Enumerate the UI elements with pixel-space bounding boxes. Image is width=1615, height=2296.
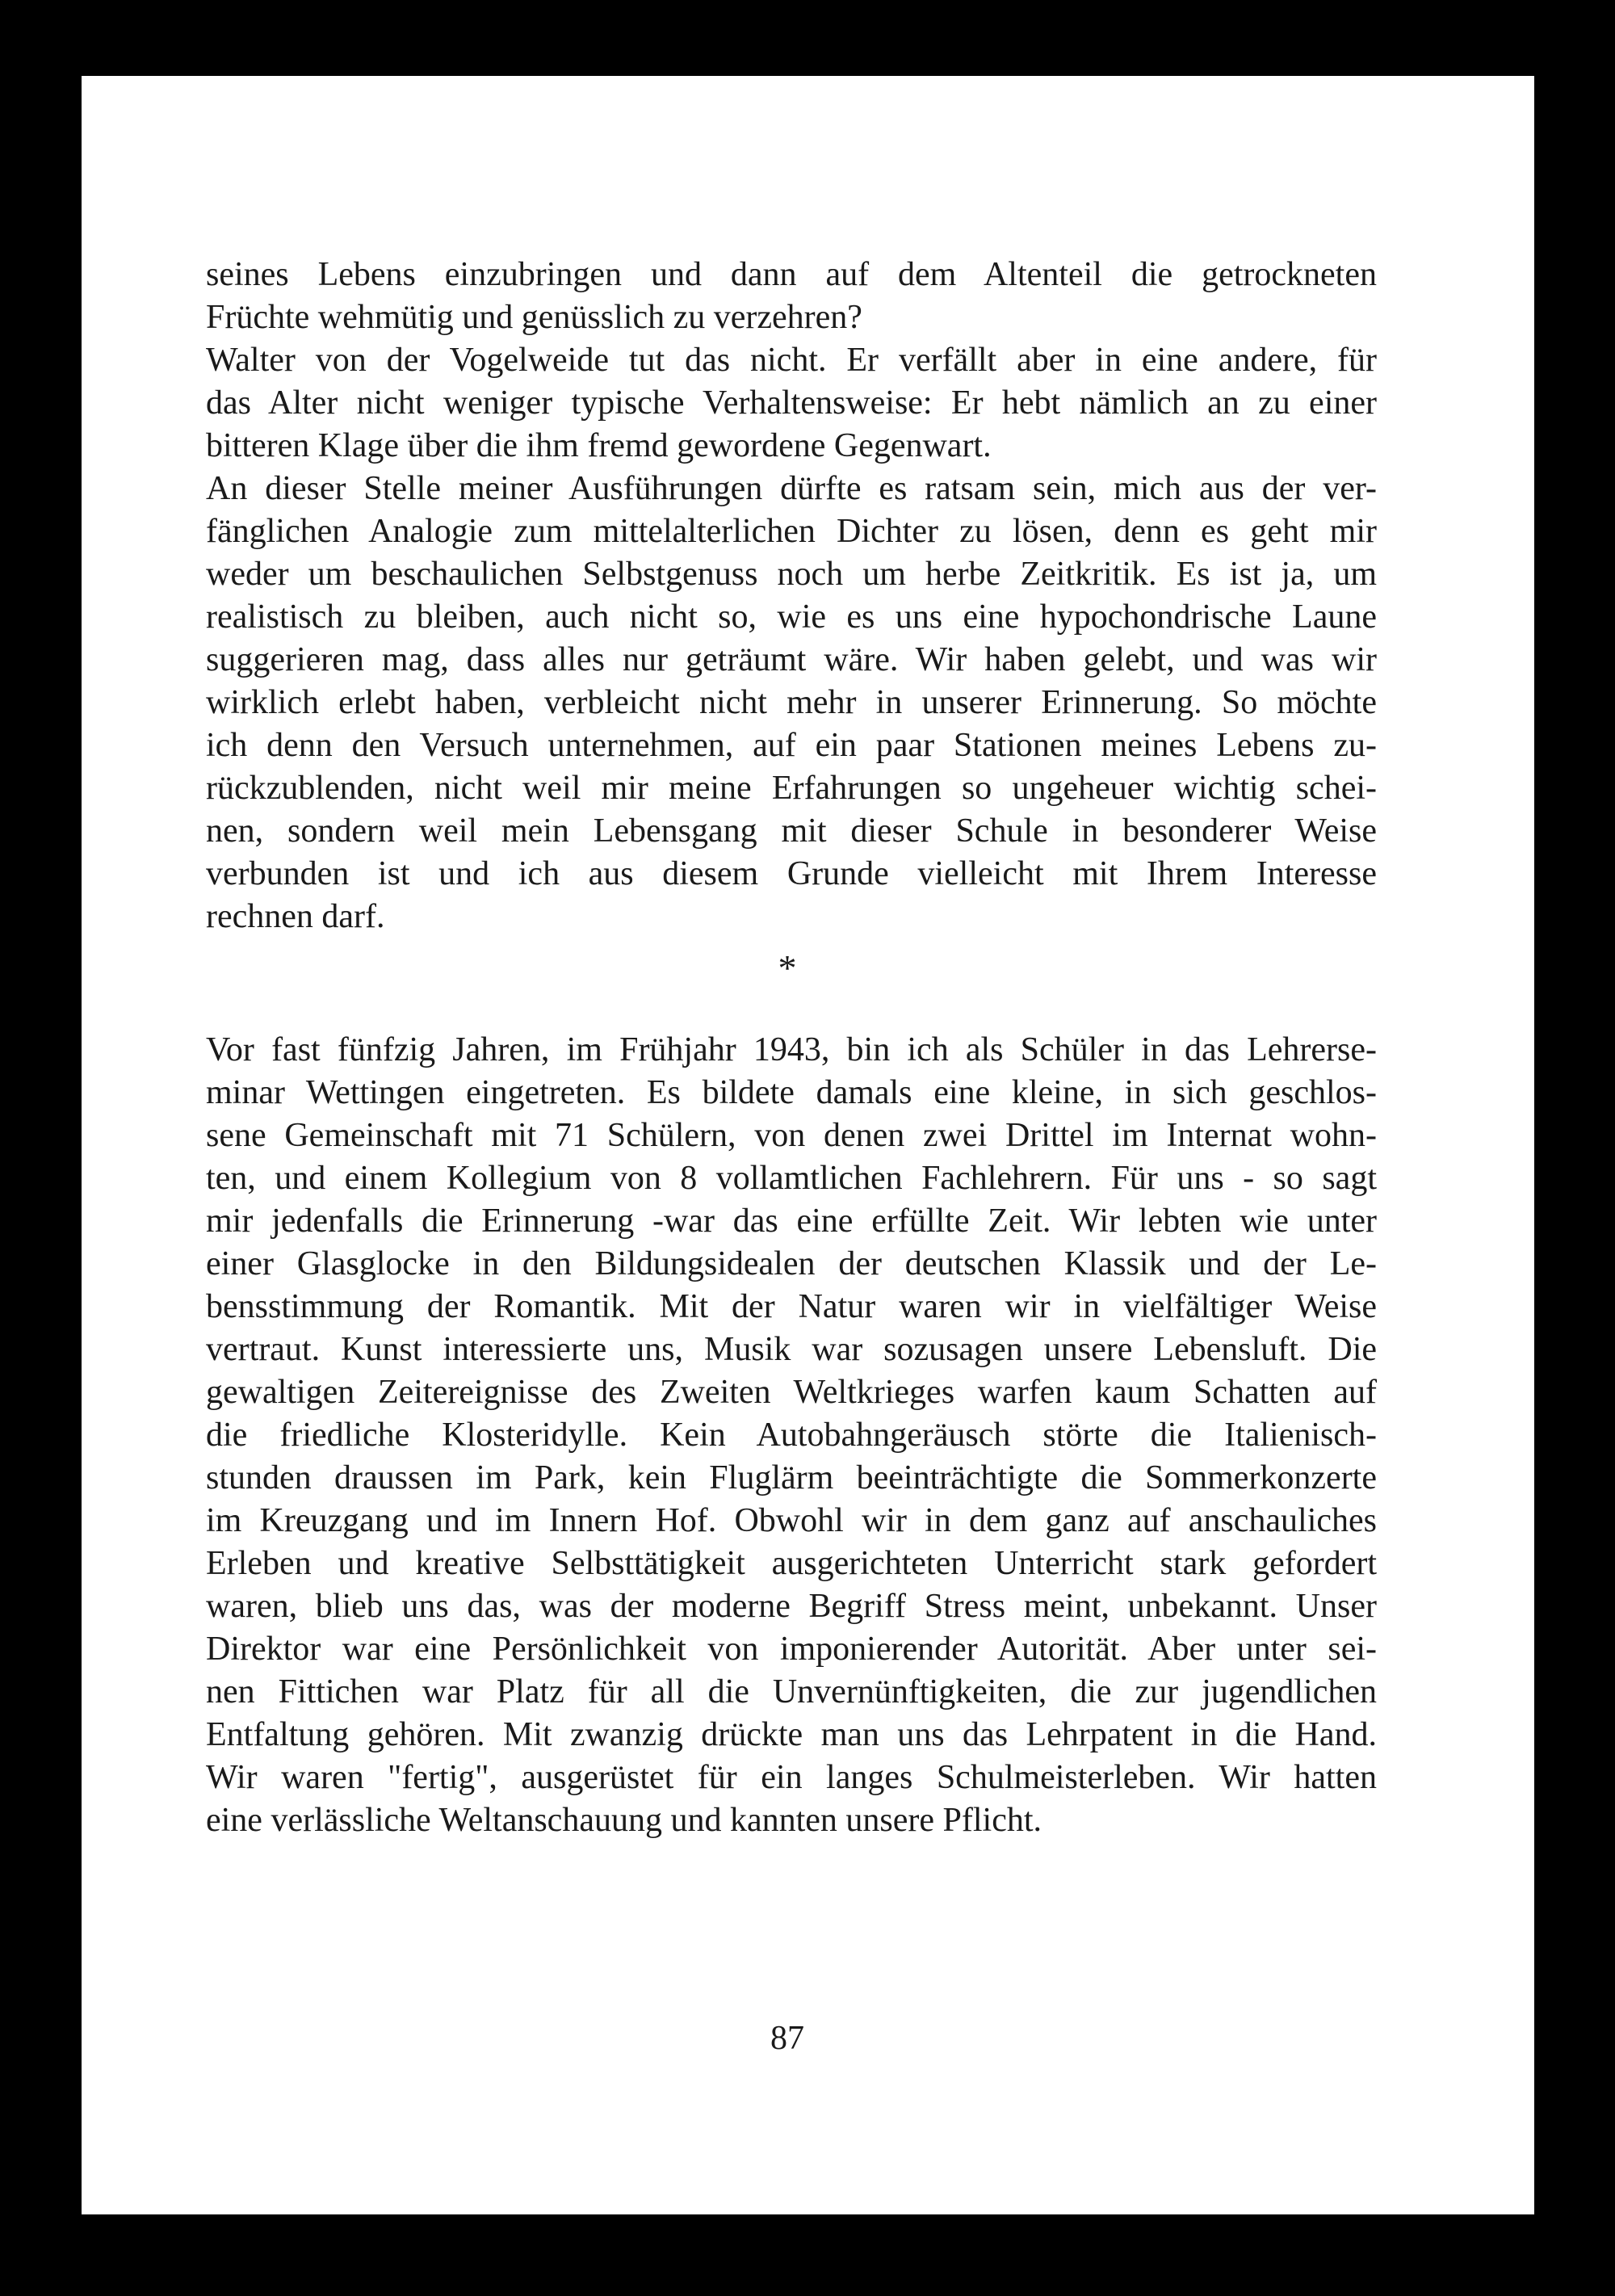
text-line: bensstimmung der Romantik. Mit der Natur waren wir in vielfältiger Weise [206,1288,1377,1325]
paragraph [206,339,1377,468]
text-block-2 [206,1029,1377,1842]
text-line: vertraut. Kunst interessierte uns, Musik war sozusagen unsere Lebensluft. Die [206,1331,1377,1368]
text-line: einer Glasglocke in den Bildungsidealen der deutschen Klassik und der Le- [206,1245,1377,1282]
text-line: seines Lebens einzubringen und dann auf dem Altenteil die getrockneten [206,256,1377,293]
text-line: nen Fittichen war Platz für all die Unvernünftigkeiten, die zur jugendlichen [206,1673,1377,1710]
text-line: wirklich erlebt haben, verbleicht nicht mehr in unserer Erinnerung. So möchte [206,684,1377,721]
text-line: realistisch zu bleiben, auch nicht so, wie es uns eine hypochondrische Laune [206,598,1377,636]
text-line: An dieser Stelle meiner Ausführungen dürfte es ratsam sein, mich aus der ver- [206,470,1377,507]
text-line: ich denn den Versuch unternehmen, auf ein paar Stationen meines Lebens zu- [206,727,1377,764]
text-line: das Alter nicht weniger typische Verhaltensweise: Er hebt nämlich an zu einer [206,384,1377,422]
text-block-1 [206,254,1377,938]
text-line: Direktor war eine Persönlichkeit von imponierender Autorität. Aber unter sei- [206,1631,1377,1668]
text-line: Erleben und kreative Selbsttätigkeit ausgerichteten Unterricht stark gefordert [206,1545,1377,1582]
text-line: weder um beschaulichen Selbstgenuss noch um herbe Zeitkritik. Es ist ja, um [206,556,1377,593]
text-line: stunden draussen im Park, kein Fluglärm beeinträchtigte die Sommerkonzerte [206,1459,1377,1496]
text-line: mir jedenfalls die Erinnerung -war das eine erfüllte Zeit. Wir lebten wie unter [206,1203,1377,1240]
text-line: nen, sondern weil mein Lebensgang mit dieser Schule in besonderer Weise [206,812,1377,850]
text-line: Wir waren "fertig", ausgerüstet für ein langes Schulmeisterleben. Wir hatten [206,1759,1377,1796]
text-line: im Kreuzgang und im Innern Hof. Obwohl wir in dem ganz auf anschauliches [206,1502,1377,1539]
text-line: verbunden ist und ich aus diesem Grunde vielleicht mit Ihrem Interesse [206,855,1377,892]
paragraph [206,468,1377,938]
text-line: Früchte wehmütig und genüsslich zu verzehren? [206,299,862,336]
paragraph [206,254,1377,339]
text-line: suggerieren mag, dass alles nur geträumt wäre. Wir haben gelebt, und was wir [206,641,1377,678]
paragraph [206,1029,1377,1842]
text-line: eine verlässliche Weltanschauung und kannten unsere Pflicht. [206,1802,1042,1839]
text-line: sene Gemeinschaft mit 71 Schülern, von denen zwei Drittel im Internat wohn- [206,1117,1377,1154]
text-line: die friedliche Klosteridylle. Kein Autobahngeräusch störte die Italienisch- [206,1417,1377,1454]
text-line: bitteren Klage über die ihm fremd gewordene Gegenwart. [206,427,992,464]
text-line: Vor fast fünfzig Jahren, im Frühjahr 1943, bin ich als Schüler in das Lehrerse- [206,1031,1377,1068]
text-line: Walter von der Vogelweide tut das nicht. Er verfällt aber in eine andere, für [206,342,1377,379]
text-line: fänglichen Analogie zum mittelalterlichen Dichter zu lösen, denn es geht mir [206,513,1377,550]
text-line: Entfaltung gehören. Mit zwanzig drückte man uns das Lehrpatent in die Hand. [206,1716,1377,1753]
text-line: waren, blieb uns das, was der moderne Begriff Stress meint, unbekannt. Unser [206,1588,1377,1625]
page-number: 87 [770,2020,804,2057]
text-line: ten, und einem Kollegium von 8 vollamtlichen Fachlehrern. Für uns - so sagt [206,1160,1377,1197]
text-line: rechnen darf. [206,898,385,935]
section-separator: * [778,947,797,988]
text-line: rückzublenden, nicht weil mir meine Erfahrungen so ungeheuer wichtig schei- [206,770,1377,807]
text-line: gewaltigen Zeitereignisse des Zweiten Weltkrieges warfen kaum Schatten auf [206,1374,1377,1411]
text-line: minar Wettingen eingetreten. Es bildete damals eine kleine, in sich geschlos- [206,1074,1377,1111]
